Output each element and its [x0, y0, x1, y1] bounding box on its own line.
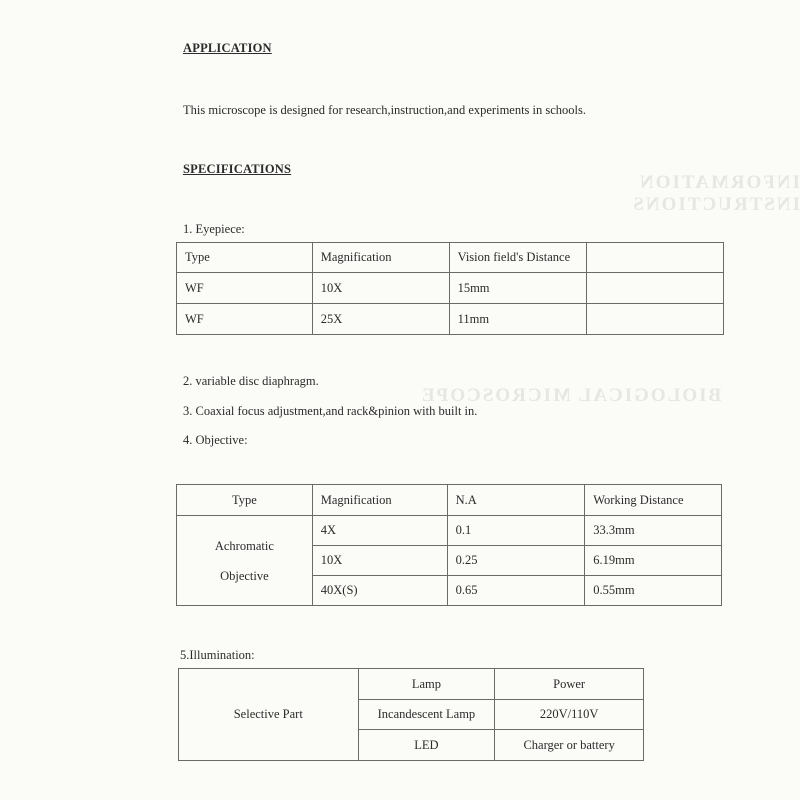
header-cell: Magnification — [312, 485, 447, 516]
table-cell: 0.65 — [447, 576, 585, 606]
header-cell: Vision field's Distance — [449, 243, 587, 273]
table-header-row — [177, 243, 724, 273]
table-header-row — [177, 485, 722, 516]
table-cell: LED — [358, 730, 495, 761]
application-text: This microscope is designed for research,instruction,and experiments in schools. — [183, 103, 587, 117]
objective-label: 4. Objective: — [183, 433, 248, 447]
header-cell — [587, 243, 724, 273]
table-cell: WF — [177, 273, 313, 304]
table-cell: 220V/110V — [495, 700, 644, 730]
table-cell: 0.1 — [447, 516, 585, 546]
table-header-row — [179, 669, 644, 700]
bleed-through-text: BIOLOGICAL MICROSCOPE — [420, 385, 722, 406]
selective-part-cell: Selective Part — [179, 669, 359, 761]
header-cell: Magnification — [312, 243, 449, 273]
table-row — [177, 516, 722, 546]
table-cell: 40X(S) — [312, 576, 447, 606]
objective-type-line: Objective — [220, 568, 269, 583]
table-cell: 15mm — [449, 273, 587, 304]
objective-type-line: Achromatic — [214, 538, 274, 553]
header-cell: Lamp — [358, 669, 495, 700]
table-cell: 10X — [312, 273, 449, 304]
header-cell: Type — [177, 243, 313, 273]
table-cell: 10X — [312, 546, 447, 576]
table-cell: 11mm — [449, 304, 587, 335]
bleed-through-text: INFORMATION INSTRUCTIONS — [631, 172, 800, 215]
table-cell: 4X — [312, 516, 447, 546]
eyepiece-label: 1. Eyepiece: — [183, 222, 245, 236]
table-cell: Incandescent Lamp — [358, 700, 495, 730]
table-cell: 6.19mm — [585, 546, 722, 576]
table-cell: 0.55mm — [585, 576, 722, 606]
header-cell: N.A — [447, 485, 585, 516]
specifications-heading: SPECIFICATIONS — [183, 162, 292, 176]
illumination-table — [178, 668, 644, 761]
table-cell: WF — [177, 304, 313, 335]
header-cell: Power — [495, 669, 644, 700]
application-heading: APPLICATION — [183, 41, 272, 55]
objective-type-cell — [177, 516, 313, 606]
header-cell: Working Distance — [585, 485, 722, 516]
spec-item-focus: 3. Coaxial focus adjustment,and rack&pinion with built in. — [183, 404, 478, 418]
table-cell — [587, 304, 724, 335]
table-cell — [587, 273, 724, 304]
eyepiece-table — [176, 242, 724, 335]
table-row — [177, 273, 724, 304]
table-cell: 33.3mm — [585, 516, 722, 546]
header-cell: Type — [177, 485, 313, 516]
table-cell: 25X — [312, 304, 449, 335]
spec-item-diaphragm: 2. variable disc diaphragm. — [183, 374, 319, 388]
objective-table — [176, 484, 722, 606]
table-row — [177, 304, 724, 335]
illumination-label: 5.Illumination: — [180, 648, 255, 662]
table-cell: 0.25 — [447, 546, 585, 576]
table-cell: Charger or battery — [495, 730, 644, 761]
